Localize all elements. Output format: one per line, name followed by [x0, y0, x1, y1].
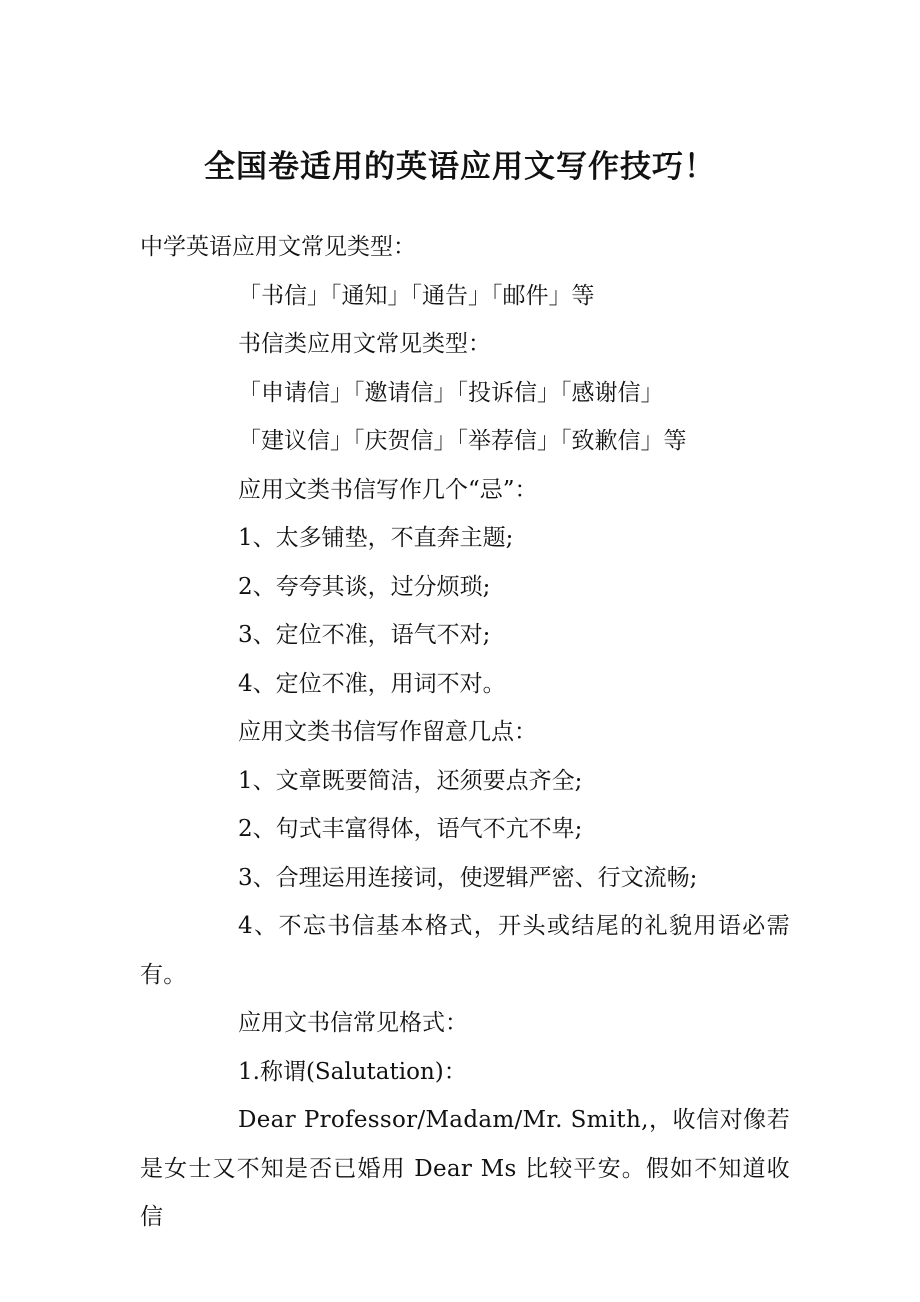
list-item: 3、合理运用连接词，使逻辑严密、行文流畅;	[238, 864, 698, 891]
paragraph-line: 应用文书信常见格式：	[238, 1010, 468, 1036]
list-item: 3、定位不准，语气不对;	[238, 622, 491, 648]
list-item: 1、文章既要简洁，还须要点齐全;	[238, 767, 583, 794]
paragraph-line: 应用文类书信写作留意几点：	[238, 719, 537, 745]
document-title: 全国卷适用的英语应用文写作技巧！	[204, 149, 716, 185]
paragraph-line: 「书信」「通知」「通告」「邮件」等	[238, 282, 595, 309]
document-body	[140, 223, 790, 1242]
paragraph-line: 应用文类书信写作几个“忌”：	[238, 476, 538, 503]
list-item: 1、太多铺垫，不直奔主题;	[238, 525, 514, 551]
paragraph-line: 书信类应用文常见类型：	[238, 331, 491, 357]
paragraph-line: 中学英语应用文常见类型：	[140, 234, 416, 260]
paragraph-line: 「申请信」「邀请信」「投诉信」「感谢信」	[238, 379, 664, 406]
paragraph-line: 1.称谓(Salutation)：	[238, 1058, 467, 1085]
list-item-wrapped: 4、不忘书信基本格式，开头或结尾的礼貌用语必需有。	[140, 913, 790, 988]
list-item: 4、定位不准，用词不对。	[238, 670, 506, 697]
paragraph-line: 「建议信」「庆贺信」「举荐信」「致歉信」等	[238, 428, 687, 454]
paragraph-wrapped: Dear Professor/Madam/Mr. Smith,，收信对像若是女士又不知是否已婚用 Dear Ms 比较平安。假如不知道收信	[140, 1107, 790, 1230]
list-item: 2、夸夸其谈，过分烦琐;	[238, 573, 491, 600]
list-item: 2、句式丰富得体，语气不亢不卑;	[238, 816, 583, 842]
